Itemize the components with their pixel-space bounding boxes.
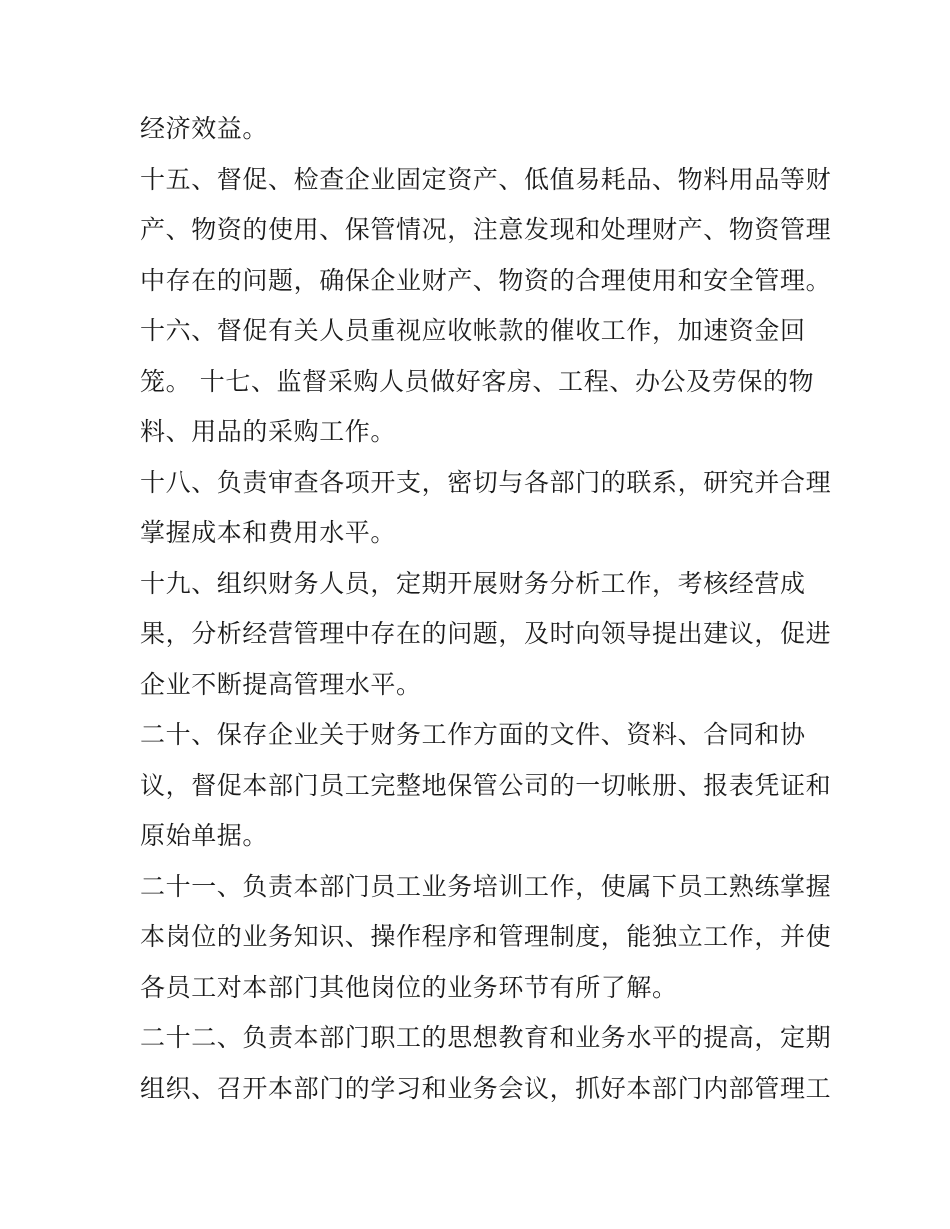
text-line: 十九、组织财务人员，定期开展财务分析工作，考核经营成: [140, 569, 806, 598]
text-line: 经济效益。: [140, 114, 269, 143]
text-line: 二十一、负责本部门员工业务培训工作，使属下员工熟练掌握: [140, 872, 832, 901]
text-line: 产、物资的使用、保管情况，注意发现和处理财产、物资管理: [140, 215, 832, 244]
text-line: 十六、督促有关人员重视应收帐款的催收工作，加速资金回: [140, 316, 806, 345]
text-line: 果，分析经营管理中存在的问题，及时向领导提出建议，促进: [140, 619, 832, 648]
text-line: 中存在的问题，确保企业财产、物资的合理使用和安全管理。: [140, 266, 832, 295]
text-line: 各员工对本部门其他岗位的业务环节有所了解。: [140, 973, 678, 1002]
text-line: 本岗位的业务知识、操作程序和管理制度，能独立工作，并使: [140, 922, 832, 951]
text-line: 料、用品的采购工作。: [140, 417, 397, 446]
text-line: 组织、召开本部门的学习和业务会议，抓好本部门内部管理工: [140, 1074, 832, 1103]
text-line: 掌握成本和费用水平。: [140, 518, 397, 547]
text-line: 议，督促本部门员工完整地保管公司的一切帐册、报表凭证和: [140, 771, 832, 800]
text-line: 原始单据。: [140, 821, 269, 850]
text-line: 十五、督促、检查企业固定资产、低值易耗品、物料用品等财: [140, 165, 832, 194]
text-line: 二十二、负责本部门职工的思想教育和业务水平的提高，定期: [140, 1023, 832, 1052]
text-line: 十八、负责审查各项开支，密切与各部门的联系，研究并合理: [140, 468, 832, 497]
text-line: 二十、保存企业关于财务工作方面的文件、资料、合同和协: [140, 720, 806, 749]
text-line: 企业不断提高管理水平。: [140, 670, 422, 699]
text-line: 笼。 十七、监督采购人员做好客房、工程、办公及劳保的物: [140, 367, 815, 396]
